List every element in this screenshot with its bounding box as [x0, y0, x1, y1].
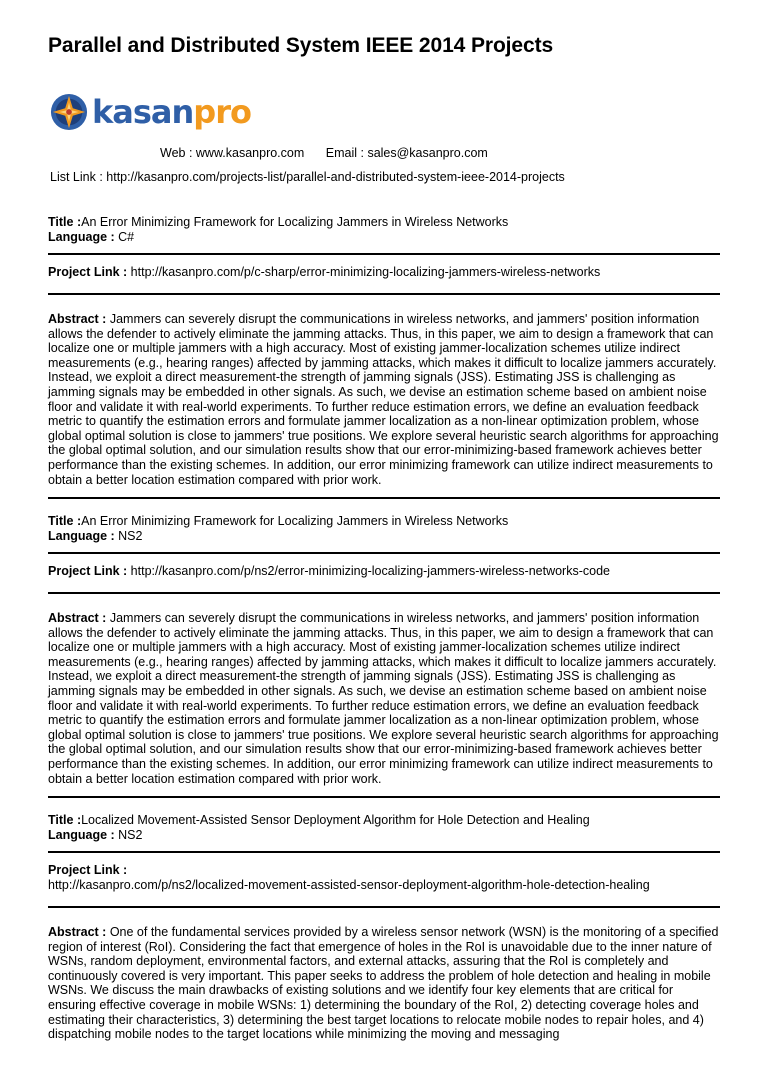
entry-abstract	[48, 611, 720, 786]
list-link[interactable]: List Link : http://kasanpro.com/projects-list/parallel-and-distributed-system-ieee-2014-projects	[50, 170, 565, 184]
entry-title-row	[48, 215, 720, 230]
entry-abstract	[48, 925, 720, 1042]
entry-language: NS2	[118, 529, 143, 543]
abstract-text: One of the fundamental services provided by a wireless sensor network (WSN) is the monitoring of a specified region of interest (RoI). Considering the fact that emergence of holes in the RoI is unavoidable due to the inner nature of WSNs, random deployment, environmental factors, and external attacks, assuring that the RoI is completely and continuously covered is very important. This paper seeks to address the problem of hole detection and healing in mobile WSNs. We discuss the main drawbacks of existing solutions and we identify four key elements that are critical for ensuring effective coverage in mobile WSNs: 1) determining the boundary of the RoI, 2) detecting coverage holes and estimating their characteristics, 3) determining the best target locations to relocate mobile nodes to repair holes, and 4) dispatching mobile nodes to the target locations while minimizing the moving and messaging	[48, 925, 719, 1042]
logo-text-kasan: kasan	[92, 93, 194, 131]
project-link[interactable]: http://kasanpro.com/p/c-sharp/error-minimizing-localizing-jammers-wireless-networks	[130, 265, 601, 279]
divider	[48, 552, 720, 554]
abstract-label: Abstract :	[48, 611, 107, 625]
contact-line	[160, 146, 488, 160]
entry-title-row	[48, 813, 720, 828]
abstract-label: Abstract :	[48, 925, 107, 939]
project-entry	[48, 215, 720, 499]
project-entry	[48, 813, 720, 1052]
entry-language-row	[48, 230, 720, 245]
email-link[interactable]: Email : sales@kasanpro.com	[325, 146, 488, 160]
entry-title: Localized Movement-Assisted Sensor Deployment Algorithm for Hole Detection and Healing	[81, 813, 590, 827]
divider	[48, 293, 720, 295]
entry-link-row	[48, 863, 720, 893]
language-label: Language :	[48, 828, 115, 842]
divider	[48, 796, 720, 798]
project-link[interactable]: http://kasanpro.com/p/ns2/error-minimizing-localizing-jammers-wireless-networks-code	[130, 564, 610, 578]
kasanpro-logo	[50, 90, 251, 134]
logo-text-pro: pro	[193, 93, 251, 131]
entry-link-row	[48, 564, 720, 579]
language-label: Language :	[48, 529, 115, 543]
entry-abstract	[48, 312, 720, 487]
abstract-text: Jammers can severely disrupt the communications in wireless networks, and jammers' position information allows the defender to actively eliminate the jamming attacks. Thus, in this paper, we aim to design a framework that can localize one or multiple jammers with a high accuracy. Most of existing jammer-localization schemes utilize indirect measurements (e.g., hearing ranges) affected by jamming attacks, which makes it difficult to localize jammers accurately. Instead, we exploit a direct measurement-the strength of jamming signals (JSS). Estimating JSS is challenging as jamming signals may be embedded in other signals. As such, we devise an estimation scheme based on ambient noise floor and validate it with real-world experiments. To further reduce estimation errors, we define an evaluation feedback metric to quantify the estimation errors and formulate jammer localization as a non-linear optimization problem, whose global optimal solution is close to jammers' true positions. We explore several heuristic search algorithms for approaching the global optimal solution, and our simulation results show that our error-minimizing-based framework achieves better performance than the existing schemes. In addition, our error minimizing framework can utilize indirect measurements to obtain a better location estimation compared with prior work.	[48, 611, 719, 786]
entry-link-row	[48, 265, 720, 280]
logo-wordmark	[92, 93, 251, 131]
divider	[48, 592, 720, 594]
kasanpro-star-logo-icon	[50, 93, 88, 131]
entry-title: An Error Minimizing Framework for Localizing Jammers in Wireless Networks	[81, 514, 509, 528]
title-label: Title :	[48, 813, 82, 827]
document-title: Parallel and Distributed System IEEE 2014 Projects	[48, 34, 554, 57]
title-label: Title :	[48, 514, 82, 528]
project-link[interactable]: http://kasanpro.com/p/ns2/localized-movement-assisted-sensor-deployment-algorithm-hole-detection-healing	[48, 878, 650, 892]
project-link-label: Project Link :	[48, 863, 128, 877]
abstract-text: Jammers can severely disrupt the communications in wireless networks, and jammers' position information allows the defender to actively eliminate the jamming attacks. Thus, in this paper, we aim to design a framework that can localize one or multiple jammers with a high accuracy. Most of existing jammer-localization schemes utilize indirect measurements (e.g., hearing ranges) affected by jamming attacks, which makes it difficult to localize jammers accurately. Instead, we exploit a direct measurement-the strength of jamming signals (JSS). Estimating JSS is challenging as jamming signals may be embedded in other signals. As such, we devise an estimation scheme based on ambient noise floor and validate it with real-world experiments. To further reduce estimation errors, we define an evaluation feedback metric to quantify the estimation errors and formulate jammer localization as a non-linear optimization problem, whose global optimal solution is close to jammers' true positions. We explore several heuristic search algorithms for approaching the global optimal solution, and our simulation results show that our error-minimizing-based framework achieves better performance than the existing schemes. In addition, our error minimizing framework can utilize indirect measurements to obtain a better location estimation compared with prior work.	[48, 312, 719, 487]
entry-title: An Error Minimizing Framework for Localizing Jammers in Wireless Networks	[81, 215, 509, 229]
language-label: Language :	[48, 230, 115, 244]
entry-language-row	[48, 529, 720, 544]
entry-language: NS2	[118, 828, 143, 842]
project-link-label: Project Link :	[48, 564, 128, 578]
entry-language: C#	[118, 230, 135, 244]
divider	[48, 906, 720, 908]
divider	[48, 253, 720, 255]
web-link[interactable]: Web : www.kasanpro.com	[160, 146, 305, 160]
divider	[48, 851, 720, 853]
abstract-label: Abstract :	[48, 312, 107, 326]
project-link-label: Project Link :	[48, 265, 128, 279]
entry-title-row	[48, 514, 720, 529]
divider	[48, 497, 720, 499]
project-entry	[48, 514, 720, 798]
entry-language-row	[48, 828, 720, 843]
title-label: Title :	[48, 215, 82, 229]
